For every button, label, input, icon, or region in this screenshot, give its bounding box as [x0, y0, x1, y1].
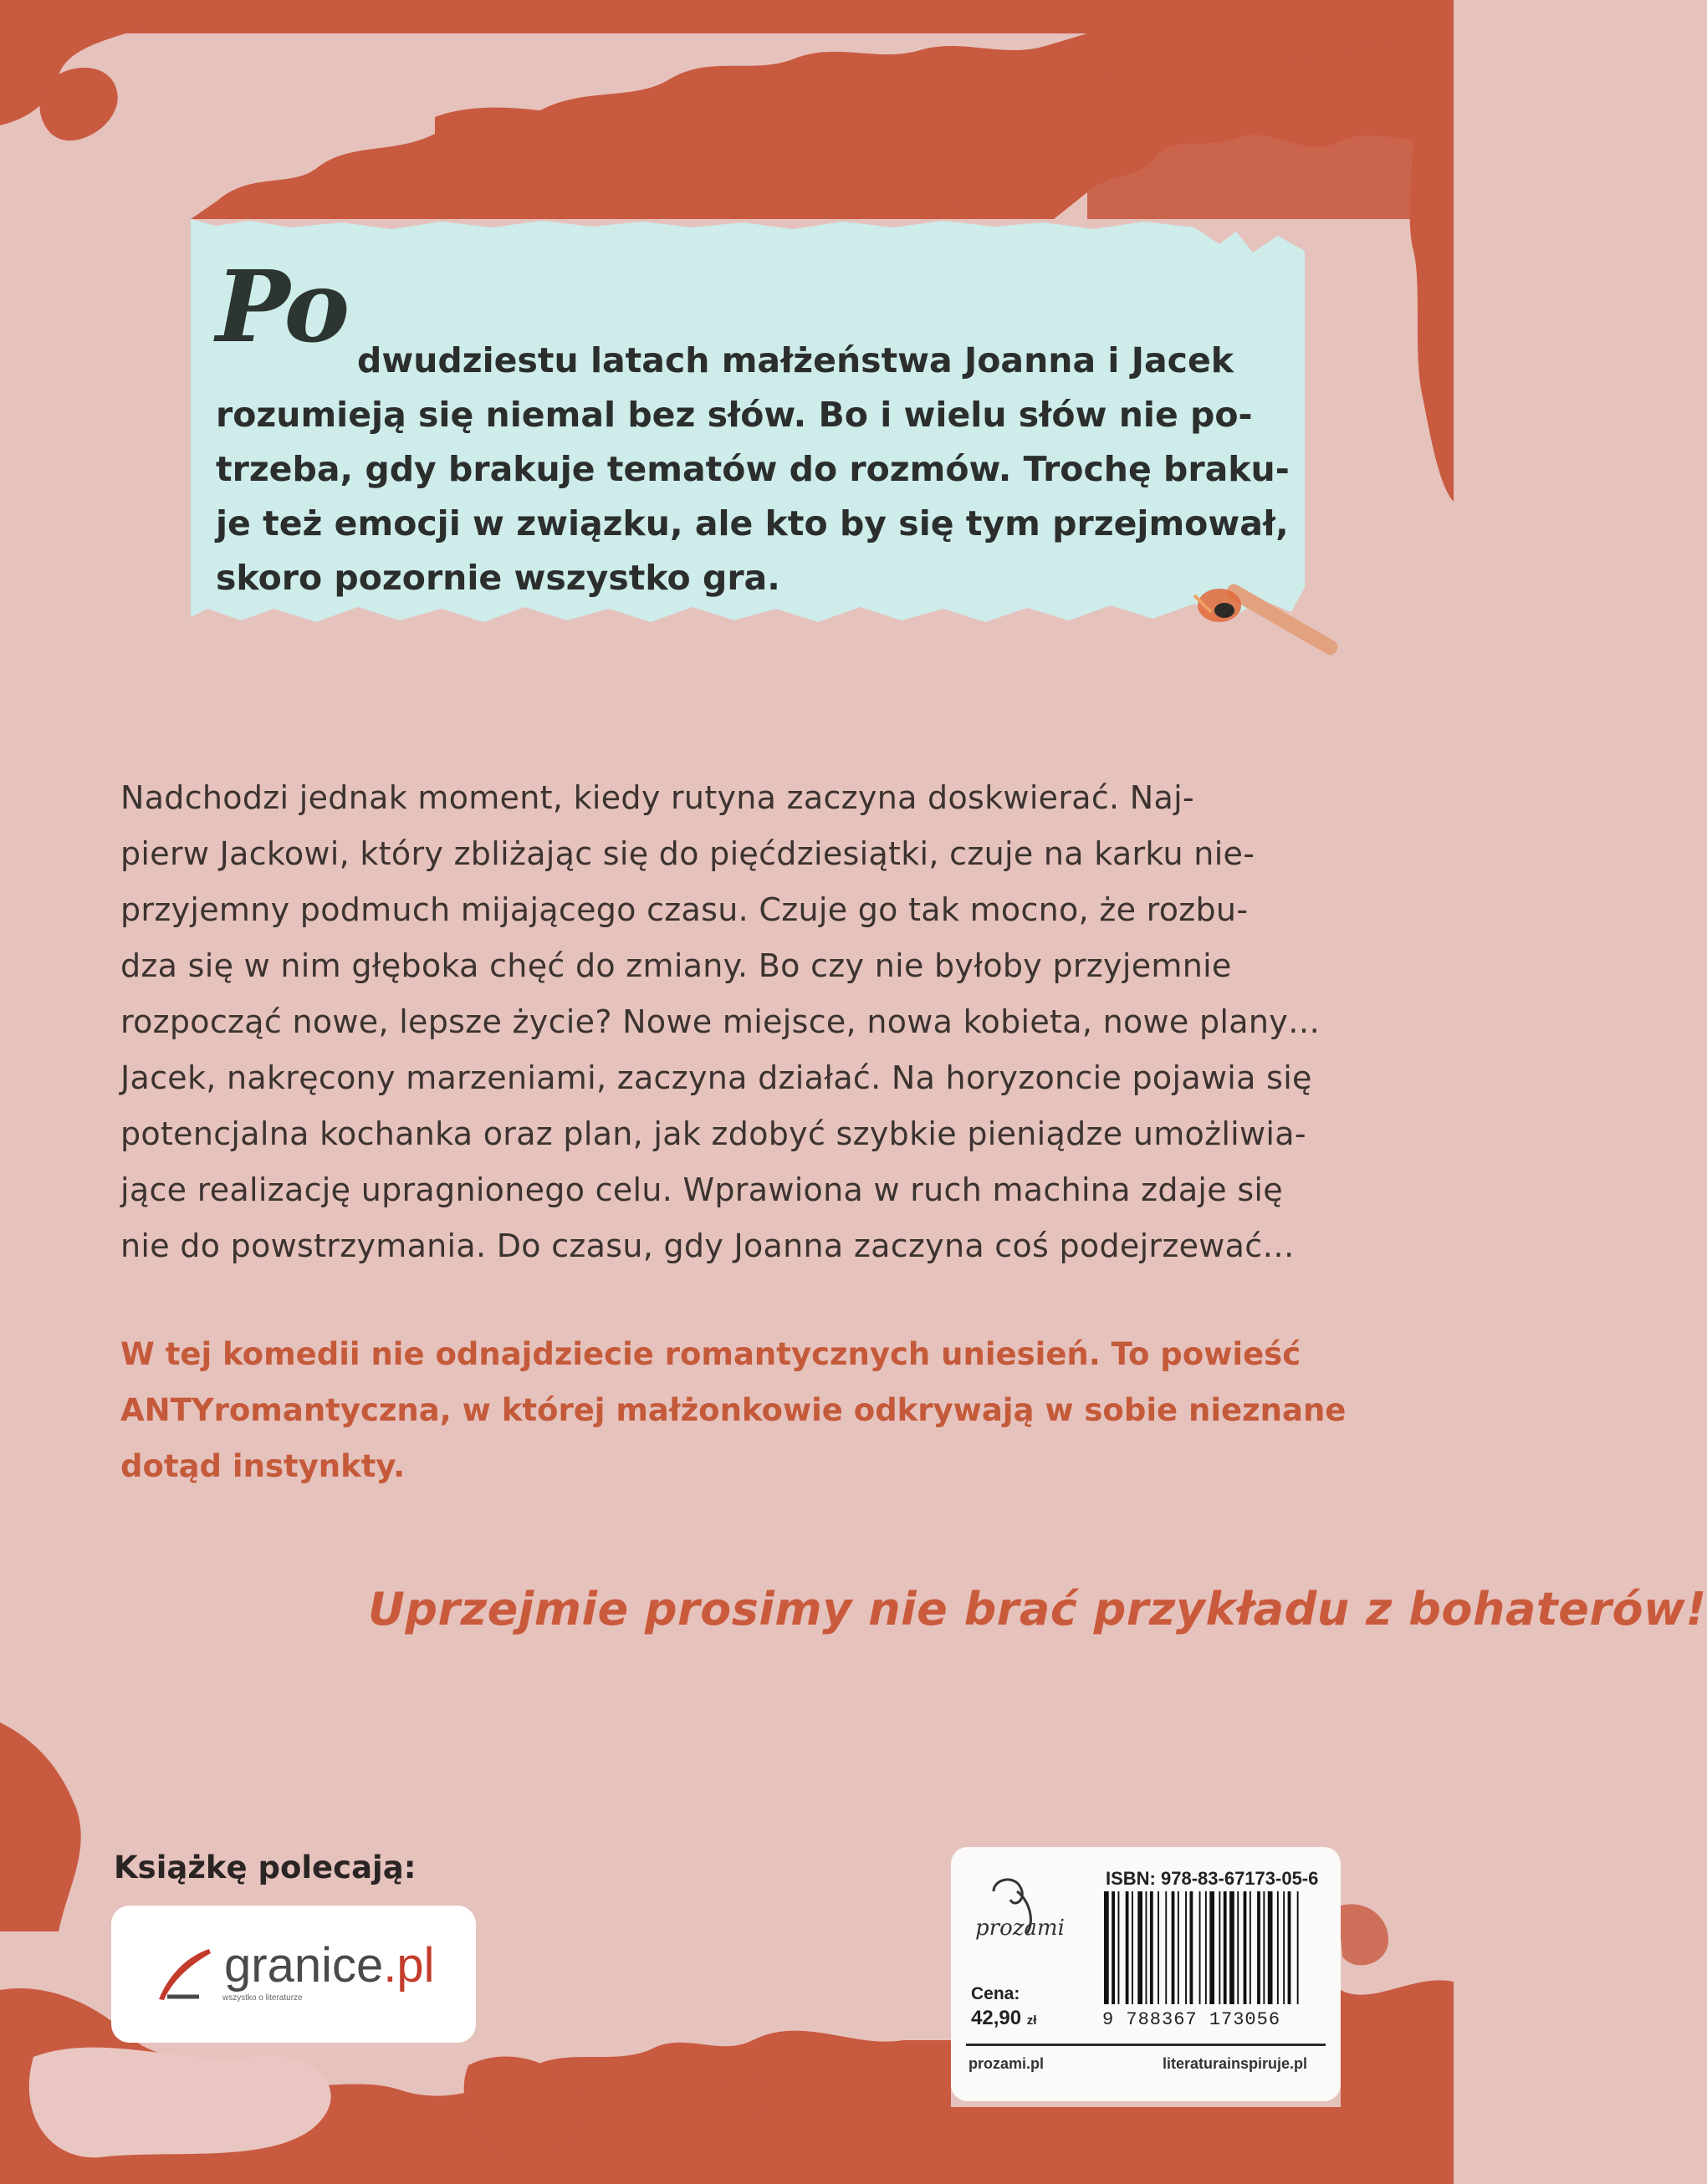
partner-logo-name: granice — [224, 1938, 384, 1993]
barcode-bar — [1150, 1891, 1153, 2004]
recommend-label: Książkę polecają: — [114, 1850, 417, 1885]
highlight-line: W tej komedii nie odnajdziecie romantycznych uniesień. To powieść — [120, 1336, 1301, 1372]
blurb-line: rozumieją się niemal bez słów. Bo i wielu słów nie po- — [216, 395, 1253, 435]
barcode-bar — [1244, 1891, 1247, 2004]
blurb-line: trzeba, gdy brakuje tematów do rozmów. Trochę braku- — [216, 449, 1290, 489]
barcode-bar — [1283, 1891, 1285, 2004]
barcode-bar — [1178, 1891, 1179, 2004]
barcode-bar — [1229, 1891, 1234, 2004]
description-line: przyjemny podmuch mijającego czasu. Czuje go tak mocno, że rozbu- — [120, 891, 1249, 928]
campaign-site: literaturainspiruje.pl — [1163, 2055, 1308, 2072]
barcode-bar — [1112, 1891, 1115, 2004]
isbn-number: ISBN: 978-83-67173-05-6 — [1106, 1868, 1319, 1889]
description-line: nie do powstrzymania. Do czasu, gdy Joanna zaczyna coś podejrzewać… — [120, 1227, 1295, 1264]
barcode-bar — [1185, 1891, 1187, 2004]
barcode-bar — [1172, 1891, 1175, 2004]
partner-tagline: wszystko o literaturze — [222, 1993, 303, 2003]
barcode-bar — [1288, 1891, 1291, 2004]
blurb-dropcap: Po — [216, 248, 347, 365]
price-currency: zł — [1026, 2013, 1037, 2028]
description-line: Jacek, nakręcony marzeniami, zaczyna działać. Na horyzoncie pojawia się — [120, 1059, 1312, 1096]
barcode-bar — [1126, 1891, 1129, 2004]
barcode-bar — [1277, 1891, 1279, 2004]
barcode-bar — [1263, 1891, 1265, 2004]
price-amount: 42,90 — [971, 2007, 1022, 2029]
barcode-digits: 9 788367 173056 — [1102, 2009, 1281, 2030]
description-line: jące realizację upragnionego celu. Wprawiona w ruch machina zdaje się — [120, 1171, 1283, 1208]
publisher-name: prozami — [975, 1916, 1065, 1941]
barcode-bar — [1104, 1891, 1109, 2004]
price-value — [971, 2007, 1036, 2030]
blurb-line: skoro pozornie wszystko gra. — [216, 558, 780, 598]
description-line: Nadchodzi jednak moment, kiedy rutyna zaczyna doskwierać. Naj- — [120, 779, 1194, 816]
publisher-logo — [968, 1875, 1065, 1958]
description-line: rozpocząć nowe, lepsze życie? Nowe miejsce, nowa kobieta, nowe plany… — [120, 1003, 1321, 1040]
isbn-divider — [966, 2044, 1326, 2046]
publisher-site: prozami.pl — [968, 2055, 1045, 2072]
barcode-bar — [1132, 1891, 1133, 2004]
matchstick-icon — [1186, 587, 1353, 687]
description-line: dza się w nim głęboka chęć do zmiany. Bo czy nie byłoby przyjemnie — [120, 947, 1232, 984]
highlight-line: ANTYromantyczna, w której małżonkowie odkrywają w sobie nieznane — [120, 1392, 1347, 1428]
blurb-box — [191, 219, 1370, 671]
quill-icon — [151, 1945, 217, 2003]
barcode-bar — [1297, 1891, 1299, 2004]
barcode-bar — [1165, 1891, 1167, 2004]
barcode-bar — [1250, 1891, 1251, 2004]
price-label: Cena: — [971, 1984, 1020, 2003]
barcode-bar — [1209, 1891, 1214, 2004]
barcode-bar — [1118, 1891, 1120, 2004]
description-line: potencjalna kochanka oraz plan, jak zdobyć szybkie pieniądze umożliwia- — [120, 1115, 1306, 1152]
barcode-bar — [1205, 1891, 1207, 2004]
barcode-bar — [1268, 1891, 1273, 2004]
barcode-bar — [1199, 1891, 1201, 2004]
barcode — [1102, 1891, 1321, 2008]
barcode-bar — [1224, 1891, 1227, 2004]
barcode-bar — [1146, 1891, 1147, 2004]
barcode-bar — [1257, 1891, 1260, 2004]
blurb-line: je też emocji w związku, ale kto by się tym przejmował, — [216, 503, 1289, 543]
barcode-bar — [1190, 1891, 1193, 2004]
barcode-bar — [1137, 1891, 1142, 2004]
barcode-bar — [1158, 1891, 1159, 2004]
description-line: pierw Jackowi, który zbliżając się do pięćdziesiątki, czuje na karku nie- — [120, 835, 1255, 872]
partner-logo-tld: .pl — [383, 1938, 435, 1993]
tagline: Uprzejmie prosimy nie brać przykładu z bohaterów! — [368, 1583, 1707, 1635]
blurb-line: dwudziestu latach małżeństwa Joanna i Jacek — [357, 340, 1234, 380]
barcode-bar — [1219, 1891, 1220, 2004]
highlight-line: dotąd instynkty. — [120, 1448, 406, 1484]
partner-logo — [224, 1938, 435, 1993]
barcode-bar — [1237, 1891, 1239, 2004]
